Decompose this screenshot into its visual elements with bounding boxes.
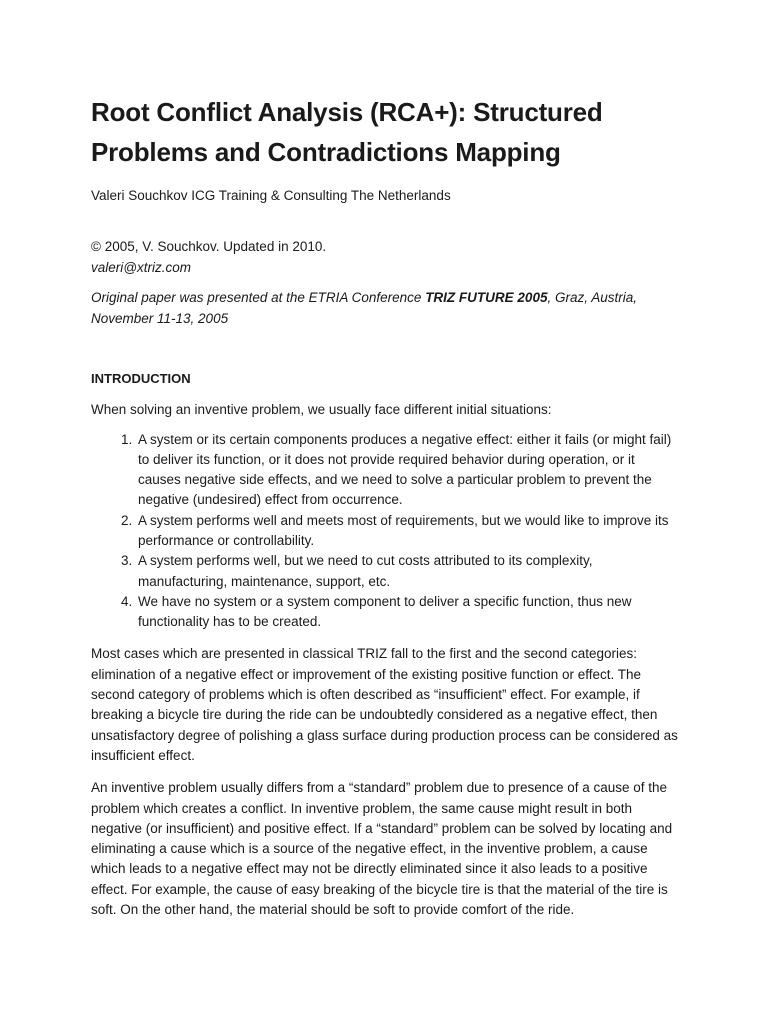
- paper-page: [91, 92, 681, 920]
- list-item: 1. A system or its certain components produces a negative effect: either it fails (or might fail) to deliver its function, or it does not provide required behavior during operation, or it causes negative side effects, and we need to solve a particular problem to prevent the negative (undesired) effect from occurrence.: [136, 430, 681, 511]
- author-line: Valeri Souchkov ICG Training & Consulting The Netherlands: [91, 188, 451, 203]
- section-heading-introduction: INTRODUCTION: [91, 371, 191, 386]
- presentation-note-before: Original paper was presented at the ETRIA Conference: [91, 290, 426, 305]
- body-paragraph: Most cases which are presented in classical TRIZ fall to the first and the second categories: elimination of a negative effect or improvement of the existing positive function or effect. The second category of problems which is often described as “insufficient” effect. For example, if breaking a bicycle tire during the ride can be undoubtedly considered as a negative effect, then unsatisfactory degree of polishing a glass surface during production process can be considered as insufficient effect.: [91, 646, 678, 763]
- conference-name: TRIZ FUTURE 2005: [425, 290, 548, 305]
- paper-title: Root Conflict Analysis (RCA+): Structured Problems and Contradictions Mapping: [91, 97, 603, 167]
- situations-list: [91, 430, 681, 633]
- presentation-note-after: , Graz, Austria, November 11-13, 2005: [91, 290, 637, 326]
- presentation-note: [91, 287, 681, 329]
- list-item: 3. A system performs well, but we need to cut costs attributed to its complexity, manufacturing, maintenance, support, etc.: [136, 551, 681, 592]
- list-item: 2. A system performs well and meets most of requirements, but we would like to improve its performance or controllability.: [136, 511, 681, 552]
- body-paragraph: An inventive problem usually differs from a “standard” problem due to presence of a cause of the problem which creates a conflict. In inventive problem, the same cause might result in both negative (or insufficient) and positive effect. If a “standard” problem can be solved by locating and eliminating a cause which is a source of the negative effect, in the inventive problem, a cause which leads to a negative effect may not be directly eliminated since it also leads to a positive effect. For example, the cause of easy breaking of the bicycle tire is that the material of the tire is soft. On the other hand, the material should be soft to provide comfort of the ride.: [91, 780, 673, 918]
- introduction-lead: When solving an inventive problem, we usually face different initial situations:: [91, 402, 552, 417]
- author-email: valeri@xtriz.com: [91, 260, 191, 275]
- copyright-notice: © 2005, V. Souchkov. Updated in 2010.: [91, 239, 327, 254]
- list-item: 4. We have no system or a system component to deliver a specific function, thus new functionality has to be created.: [136, 592, 681, 633]
